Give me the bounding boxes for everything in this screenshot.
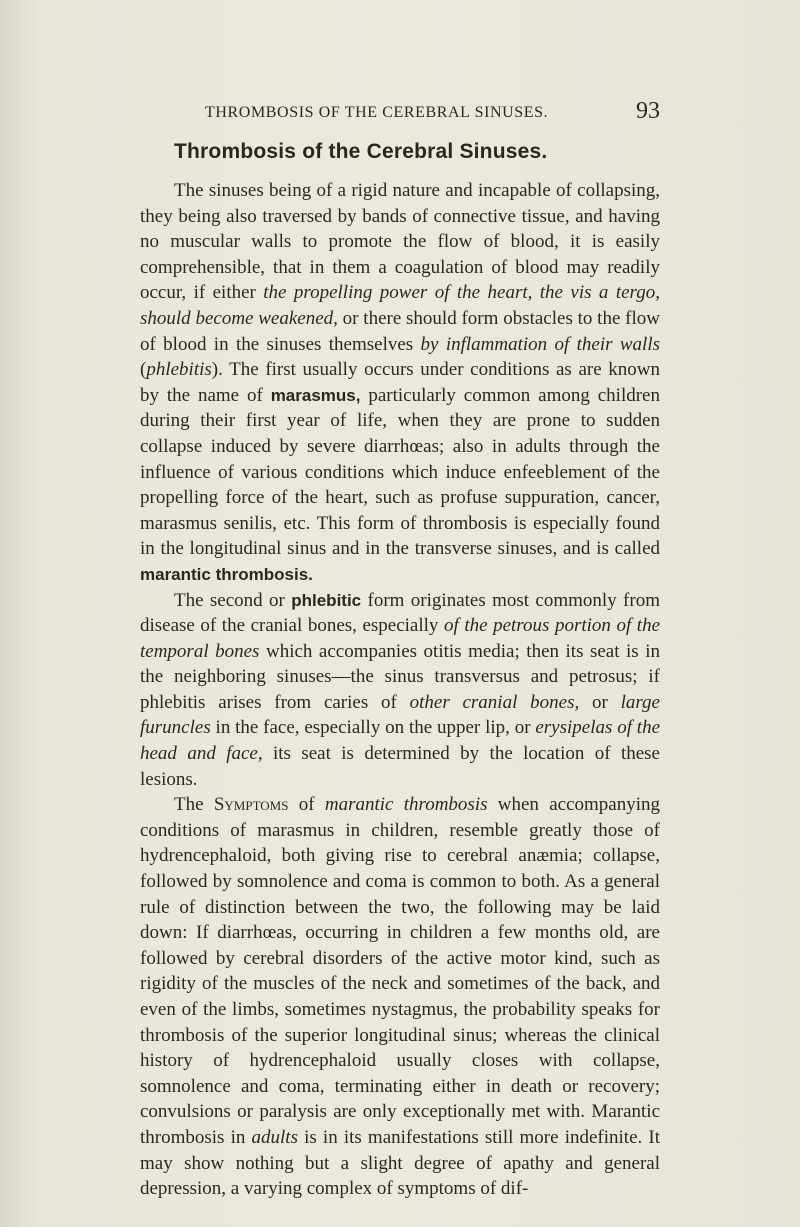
running-head: THROMBOSIS OF THE CEREBRAL SINUSES. <box>205 104 549 121</box>
italic-run: marantic thrombosis <box>324 794 488 816</box>
text-run: when accompanying conditions of marasmus in children, resemble greatly those of hydrencephaloid, both giving rise to cerebral anæmia; collapse, followed by somnolence and coma is common to both. As a general rule of distinction between the two, the following may be laid down: If diarrhœas, occurring in children a few months old, are followed by cerebral disorders of the active motor kind, such as rigidity of the muscles of the neck and sometimes of the back, and even of the limbs, sometimes nystagmus, the probability speaks for thrombosis of the superior longitudinal sinus; whereas the clinical history of hydrencephaloid usually closes with collapse, somnolence and coma, terminating either in death or recovery; convulsions or paralysis are only exceptionally met with. Marantic thrombosis in <box>140 794 660 1148</box>
smallcaps-symptoms: Symptoms <box>213 794 289 816</box>
text-run: which accompanies otitis media; then its seat is in the neighboring sinuses—the sinus transversus and petrosus; if phlebitis arises from caries of <box>140 640 660 713</box>
page-content <box>140 140 660 1202</box>
text-run: The sinuses being of a rigid nature and incapable of collapsing, they being also traversed by bands of connective tissue, and having no muscular walls to promote the flow of blood, it is easily comprehensible, that in them a coagulation of blood may readily occur, if either <box>140 180 660 304</box>
text-run: form originates most commonly from disease of the cranial bones, especially <box>140 589 660 637</box>
section-title: Thrombosis of the Cerebral Sinuses. <box>174 140 548 163</box>
italic-run: erysipelas of the head and face, <box>140 717 661 765</box>
term-phlebitic: phlebitic <box>291 590 362 610</box>
italic-run: other cranial bones, <box>409 691 580 713</box>
italic-run: adults <box>251 1126 298 1148</box>
text-run: ). The first usually occurs under conditions as are known by the name of <box>140 359 660 406</box>
page-number: 93 <box>636 98 660 124</box>
paragraph-phlebitic <box>140 588 660 793</box>
text-run: or <box>579 691 621 713</box>
paragraph-symptoms <box>140 792 660 1202</box>
text-run: or there should form obstacles to the flow of blood in the sinuses themselves <box>140 307 660 355</box>
italic-run: the propelling power of the heart, the vis a tergo, should become weakened, <box>140 282 660 329</box>
text-run: ( <box>140 359 147 381</box>
term-marasmus: marasmus, <box>270 385 361 405</box>
text-run: The <box>174 794 214 816</box>
italic-run: large furuncles <box>140 691 660 739</box>
italic-run: of the petrous portion of the temporal bones <box>140 615 660 662</box>
text-run: in the face, especially on the upper lip, or <box>210 717 536 739</box>
text-run: particularly common among children during their first year of life, when they are prone to sudden collapse induced by severe diarrhœas; also in adults through the influence of various conditions which induce enfeeblement of the propelling force of the heart, such as profuse suppuration, cancer, marasmus senilis, etc. This form of thrombosis is especially found in the longitudinal sinus and in the transverse sinuses, and is called <box>140 384 660 560</box>
paragraph-marantic <box>140 178 660 588</box>
text-run: is in its manifestations still more indefinite. It may show nothing but a slight degree of apathy and general depression, a varying complex of symptoms of dif- <box>140 1126 660 1200</box>
text-run: The second or <box>174 589 292 611</box>
text-run: of <box>288 794 325 816</box>
text-run: its seat is determined by the location of these lesions. <box>140 743 660 790</box>
italic-run: by inflammation of their walls <box>420 333 660 355</box>
term-marantic-thrombosis: marantic thrombosis. <box>140 564 313 584</box>
italic-run: phlebitis <box>146 359 212 381</box>
